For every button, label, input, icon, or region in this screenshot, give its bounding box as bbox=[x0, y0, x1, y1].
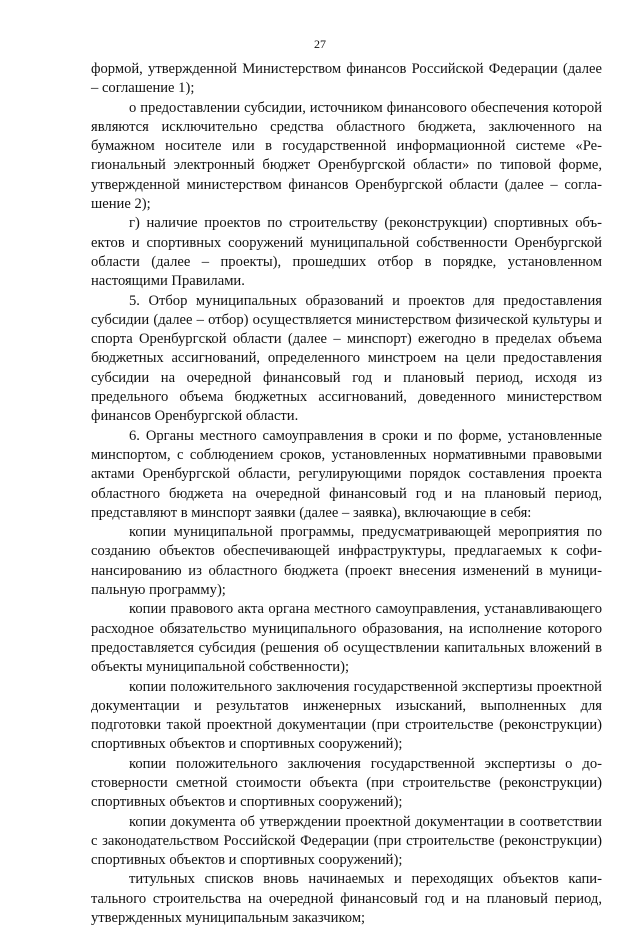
paragraph-item-g: г) наличие проектов по строительству (реконструкции) спортивных объектов и спортивных сооружений муниципальной собственности Оренбургской области (далее – проекты), прошедших отбор в порядке, установленном настоящими Правилами. bbox=[91, 215, 602, 290]
paragraph-agreement-2: о предоставлении субсидии, источником финансового обеспечения которой являются исключительно средства областного бюджета, заключенного на бумажном носителе или в государственной информационной системе «Региональный электронный бюджет Оренбургской области» по типовой форме, утвержденной министерством финансов Оренбургской области (далее – соглашение 2); bbox=[91, 99, 602, 213]
list-item-municipal-program: копии муниципальной программы, предусматривающей мероприятия по созданию объектов обеспечивающей инфраструктуры, предлагаемых к софинансированию из областного бюджета (проект внесения изменений в муниципальную программу); bbox=[91, 524, 602, 599]
list-item-title-lists: титульных списков вновь начинаемых и переходящих объектов капитального строительства на очередной финансовый год и на плановый период, утвержденных муниципальным заказчиком; bbox=[91, 871, 602, 927]
list-item-expertise-conclusion: копии положительного заключения государственной экспертизы проектной документации и результатов инженерных изысканий, выполненных для подготовки такой проектной документации (при строительстве (реконструкции) спортивных объектов и спортивных сооружений); bbox=[91, 678, 602, 753]
paragraph-5-selection: 5. Отбор муниципальных образований и проектов для предоставления субсидии (далее – отбор) осуществляется министерством физической культуры и спорта Оренбургской области (далее – минспорт) ежегодно в пределах объема бюджетных ассигнований, определенного минстроем на цели предоставления субсидии на очередной финансовый год и плановый период, исходя из предельного объема бюджетных ассигнований, доведенного министерством финансов Оренбургской области. bbox=[91, 292, 602, 425]
document-body bbox=[91, 60, 602, 928]
list-item-legal-act: копии правового акта органа местного самоуправления, устанавливающего расходное обязательство муниципального образования, на исполнение которого предоставляется субсидия (решения об осуществлении капитальных вложений в объекты муниципальной собственности); bbox=[91, 601, 602, 676]
page-number: 27 bbox=[314, 37, 326, 51]
list-item-design-approval: копии документа об утверждении проектной документации в соответствии с законодательством Российской Федерации (при строительстве (реконструкции) спортивных объектов и спортивных сооружений); bbox=[91, 813, 602, 869]
paragraph-6-applications: 6. Органы местного самоуправления в сроки и по форме, установленные минспортом, с соблюдением сроков, установленных нормативными правовыми актами Оренбургской области, регулирующими порядок составления проекта областного бюджета на очередной финансовый год и на плановый период, представляют в минспорт заявки (далее – заявка), включающие в себя: bbox=[91, 427, 602, 521]
list-item-cost-reliability: копии положительного заключения государственной экспертизы о достоверности сметной стоимости объекта (при строительстве (реконструкции) спортивных объектов и спортивных сооружений); bbox=[91, 755, 602, 811]
paragraph-agreement-1-continuation: формой, утвержденной Министерством финансов Российской Федерации (далее – соглашение 1); bbox=[91, 61, 602, 97]
